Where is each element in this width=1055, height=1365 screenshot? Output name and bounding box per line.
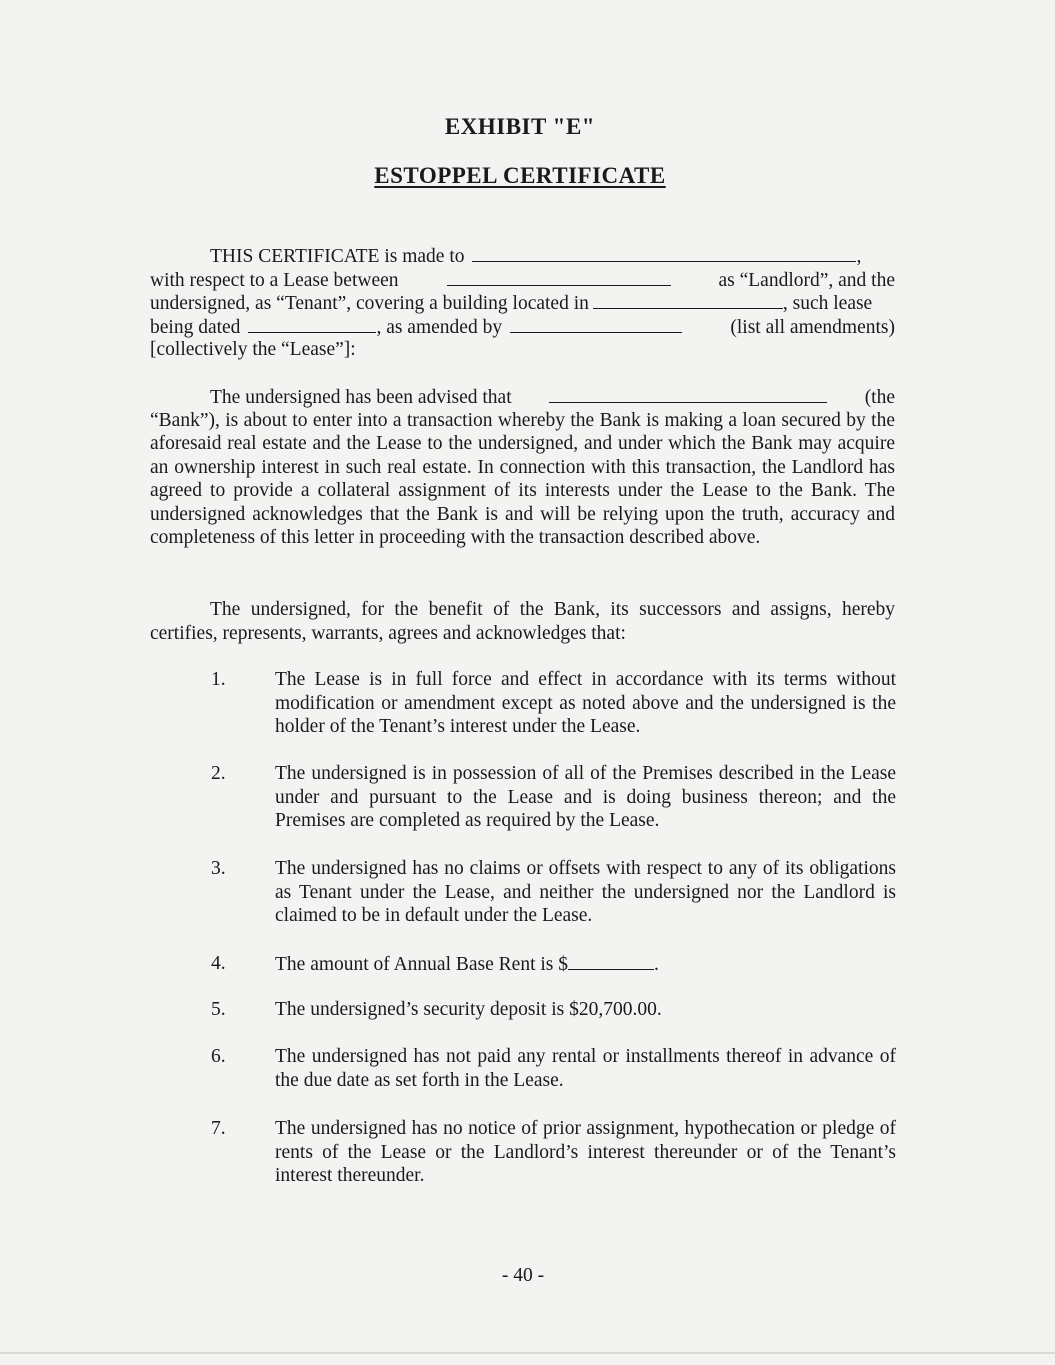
intro-text: (list all amendments) [730, 316, 895, 338]
item-number: 6. [211, 1046, 226, 1067]
exhibit-heading: EXHIBIT "E" [444, 114, 596, 139]
item-number: 3. [211, 858, 226, 879]
rent-punct: . [654, 954, 659, 975]
bank-text: (the [864, 387, 896, 408]
intro-punct: , [856, 246, 862, 267]
bank-name-blank [549, 385, 827, 403]
item-text: The undersigned is in possession of all of the Premises described in the Lease under and pursuant to the Lease and is doing business thereon; and the Premises are completed as required by the Lease. [275, 763, 896, 831]
landlord-blank [447, 268, 671, 286]
bank-paragraph [150, 385, 895, 550]
intro-paragraph [150, 244, 895, 362]
intro-text: undersigned, as “Tenant”, covering a building located in [150, 293, 589, 314]
intro-line-5 [150, 338, 895, 362]
bank-body: “Bank”), is about to enter into a transaction whereby the Bank is making a loan secured by the aforesaid real estate and the Lease to the undersigned, and under which the Bank may acquire an ownership interest in such real estate. In connection with this transaction, the Landlord has agreed to provide a collateral assignment of its interests under the Lease to the Bank. The undersigned acknowledges that the Bank is and will be relying upon the truth, accuracy and completeness of this letter in proceeding with the transaction described above. [150, 409, 895, 548]
intro-line-1 [150, 244, 895, 268]
item-text: The undersigned’s security deposit is $20,700.00. [275, 999, 662, 1020]
location-blank [593, 291, 783, 309]
item-text: The undersigned has not paid any rental or installments thereof in advance of the due date as set forth in the Lease. [275, 1046, 896, 1091]
certificate-title: ESTOPPEL CERTIFICATE [374, 163, 666, 188]
item-number: 1. [211, 669, 226, 690]
intro-line-4 [150, 315, 895, 339]
amendments-blank [510, 315, 682, 333]
intro-line-2 [150, 268, 895, 292]
item-text: The undersigned has no notice of prior assignment, hypothecation or pledge of rents of the Lease or the Landlord’s interest thereunder or of the Tenant’s interest thereunder. [275, 1118, 896, 1186]
intro-text: being dated [150, 316, 241, 338]
rent-text: The amount of Annual Base Rent is $ [275, 954, 568, 975]
date-blank [248, 315, 376, 333]
item-number: 5. [211, 999, 226, 1020]
intro-text: , such lease [782, 293, 873, 314]
bank-line-1 [150, 385, 895, 409]
recipient-blank [472, 244, 856, 262]
intro-text: with respect to a Lease between [150, 269, 399, 291]
rent-amount-blank [568, 952, 654, 970]
page-number: - 40 - [501, 1265, 545, 1286]
certify-paragraph: The undersigned, for the benefit of the Bank, its successors and assigns, hereby certifies, represents, warrants, agrees and acknowledges that: [150, 599, 895, 644]
intro-text: [collectively the “Lease”]: [150, 339, 356, 360]
scan-edge-divider [0, 1352, 1055, 1354]
item-number: 2. [211, 763, 226, 784]
item-text: The undersigned has no claims or offsets with respect to any of its obligations as Tenant under the Lease, and neither the undersigned nor the Landlord is claimed to be in default under the Lease. [275, 858, 896, 926]
intro-text: , as amended by [376, 316, 503, 338]
intro-text: THIS CERTIFICATE is made to [210, 246, 465, 267]
item-number: 4. [211, 953, 226, 974]
item-text: The Lease is in full force and effect in accordance with its terms without modification or amendment except as noted above and the undersigned is the holder of the Tenant’s interest under the Lease. [275, 669, 896, 737]
intro-line-3 [150, 291, 895, 315]
item-number: 7. [211, 1118, 226, 1139]
intro-text: as “Landlord”, and the [718, 269, 895, 291]
bank-text: The undersigned has been advised that [210, 387, 512, 408]
item-text [275, 952, 896, 977]
